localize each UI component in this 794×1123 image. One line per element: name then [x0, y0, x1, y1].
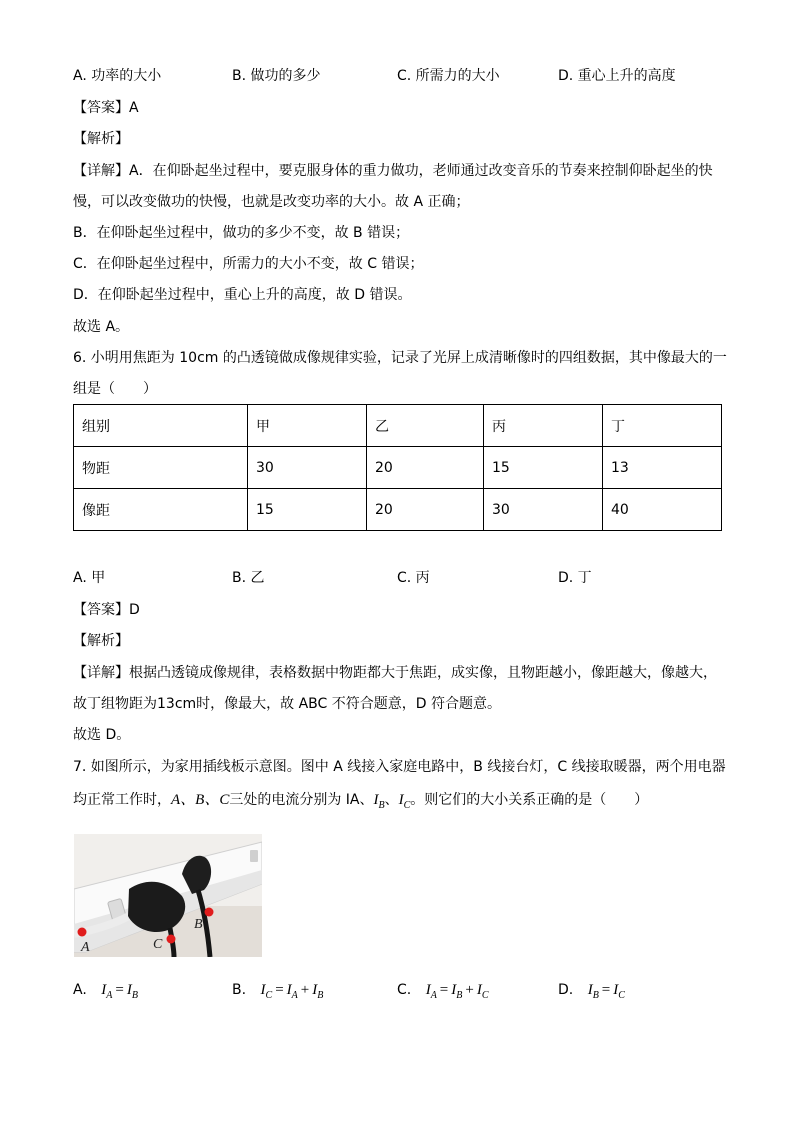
table-cell: 甲 — [248, 405, 367, 447]
q7-option-a — [73, 980, 138, 1006]
photo-label-a: A — [81, 940, 90, 955]
q5-detail-line: B．在仰卧起坐过程中，做功的多少不变，故 B 错误； — [73, 225, 410, 241]
table-cell: 30 — [484, 489, 603, 531]
formula: $I_B = I_C$ — [587, 982, 625, 1001]
option-letter: C. — [397, 982, 412, 998]
q6-option-c: C. 丙 — [397, 570, 430, 586]
q5-option-a: A. 功率的大小 — [73, 68, 162, 84]
formula: $I_C = I_A + I_B$ — [260, 982, 324, 1001]
q5-answer: 【答案】A — [73, 100, 139, 116]
q6-answer: 【答案】D — [73, 602, 140, 618]
point-c-marker — [167, 935, 176, 944]
q7-option-d — [558, 980, 625, 1006]
table-row — [74, 489, 722, 531]
formula: $I_A = I_B$ — [101, 982, 138, 1001]
option-letter: A. — [73, 982, 87, 998]
q7-option-c — [397, 980, 489, 1006]
q6-option-d: D. 丁 — [558, 570, 592, 586]
q5-detail-line: 慢，可以改变做功的快慢，也就是改变功率的大小。故 A 正确； — [73, 194, 470, 210]
q6-stem-line: 组是（ ） — [73, 381, 157, 397]
q7-option-b — [232, 980, 323, 1006]
table-cell: 乙 — [367, 405, 484, 447]
q6-detail-line: 【详解】根据凸透镜成像规律，表格数据中物距都大于焦距，成实像，且物距越小，像距越大，像越大， — [73, 665, 717, 681]
point-labels: A、B、C — [171, 792, 230, 808]
formula: $I_A = I_B + I_C$ — [425, 982, 489, 1001]
table-cell: 组别 — [74, 405, 248, 447]
q5-option-c: C. 所需力的大小 — [397, 68, 500, 84]
q5-detail-line: C．在仰卧起坐过程中，所需力的大小不变，故 C 错误； — [73, 256, 424, 272]
q5-option-d: D. 重心上升的高度 — [558, 68, 676, 84]
stem-text: 。则它们的大小关系正确的是（ ） — [410, 792, 649, 808]
table-cell: 40 — [603, 489, 722, 531]
q5-option-b: B. 做功的多少 — [232, 68, 321, 84]
stem-text: 均正常工作时， — [73, 792, 171, 808]
q5-detail-line: 【详解】A．在仰卧起坐过程中，要克服身体的重力做功，老师通过改变音乐的节奏来控制仰卧起坐的快 — [73, 163, 713, 179]
point-a-marker — [78, 928, 87, 937]
table-cell: 15 — [484, 447, 603, 489]
q5-analysis-label: 【解析】 — [73, 131, 129, 147]
table-cell: 像距 — [74, 489, 248, 531]
stem-separator: 、 — [384, 792, 399, 808]
table-cell: 丙 — [484, 405, 603, 447]
point-b-marker — [205, 908, 214, 917]
q6-data-table — [73, 404, 722, 531]
power-strip-photo — [74, 834, 262, 957]
table-cell: 物距 — [74, 447, 248, 489]
q7-stem-line: 7. 如图所示，为家用插线板示意图。图中 A 线接入家庭电路中，B 线接台灯，C 线接取暖器，两个用电器 — [73, 759, 726, 775]
q6-option-b: B. 乙 — [232, 570, 265, 586]
table-header-row — [74, 405, 722, 447]
table-cell: 30 — [248, 447, 367, 489]
table-row — [74, 447, 722, 489]
q5-conclusion: 故选 A。 — [73, 319, 130, 335]
q7-stem-line — [73, 790, 648, 816]
q5-detail-line: D．在仰卧起坐过程中，重心上升的高度，故 D 错误。 — [73, 287, 412, 303]
option-letter: B. — [232, 982, 247, 998]
stem-text: 三处的电流分别为 IA、 — [229, 792, 374, 808]
current-ib: $I_B$ — [373, 792, 385, 811]
table-cell: 20 — [367, 489, 484, 531]
photo-label-c: C — [153, 937, 163, 952]
q6-stem-line: 6. 小明用焦距为 10cm 的凸透镜做成像规律实验，记录了光屏上成清晰像时的四组数据，其中像最大的一 — [73, 350, 727, 366]
table-cell: 丁 — [603, 405, 722, 447]
photo-label-b: B — [194, 917, 203, 932]
table-cell: 20 — [367, 447, 484, 489]
current-ic: $I_C$ — [398, 792, 411, 811]
q6-analysis-label: 【解析】 — [73, 633, 129, 649]
q6-conclusion: 故选 D。 — [73, 727, 131, 743]
q6-option-a: A. 甲 — [73, 570, 106, 586]
q6-detail-line: 故丁组物距为13cm时，像最大，故 ABC 不符合题意，D 符合题意。 — [73, 696, 501, 712]
option-letter: D. — [558, 982, 574, 998]
table-cell: 15 — [248, 489, 367, 531]
table-cell: 13 — [603, 447, 722, 489]
